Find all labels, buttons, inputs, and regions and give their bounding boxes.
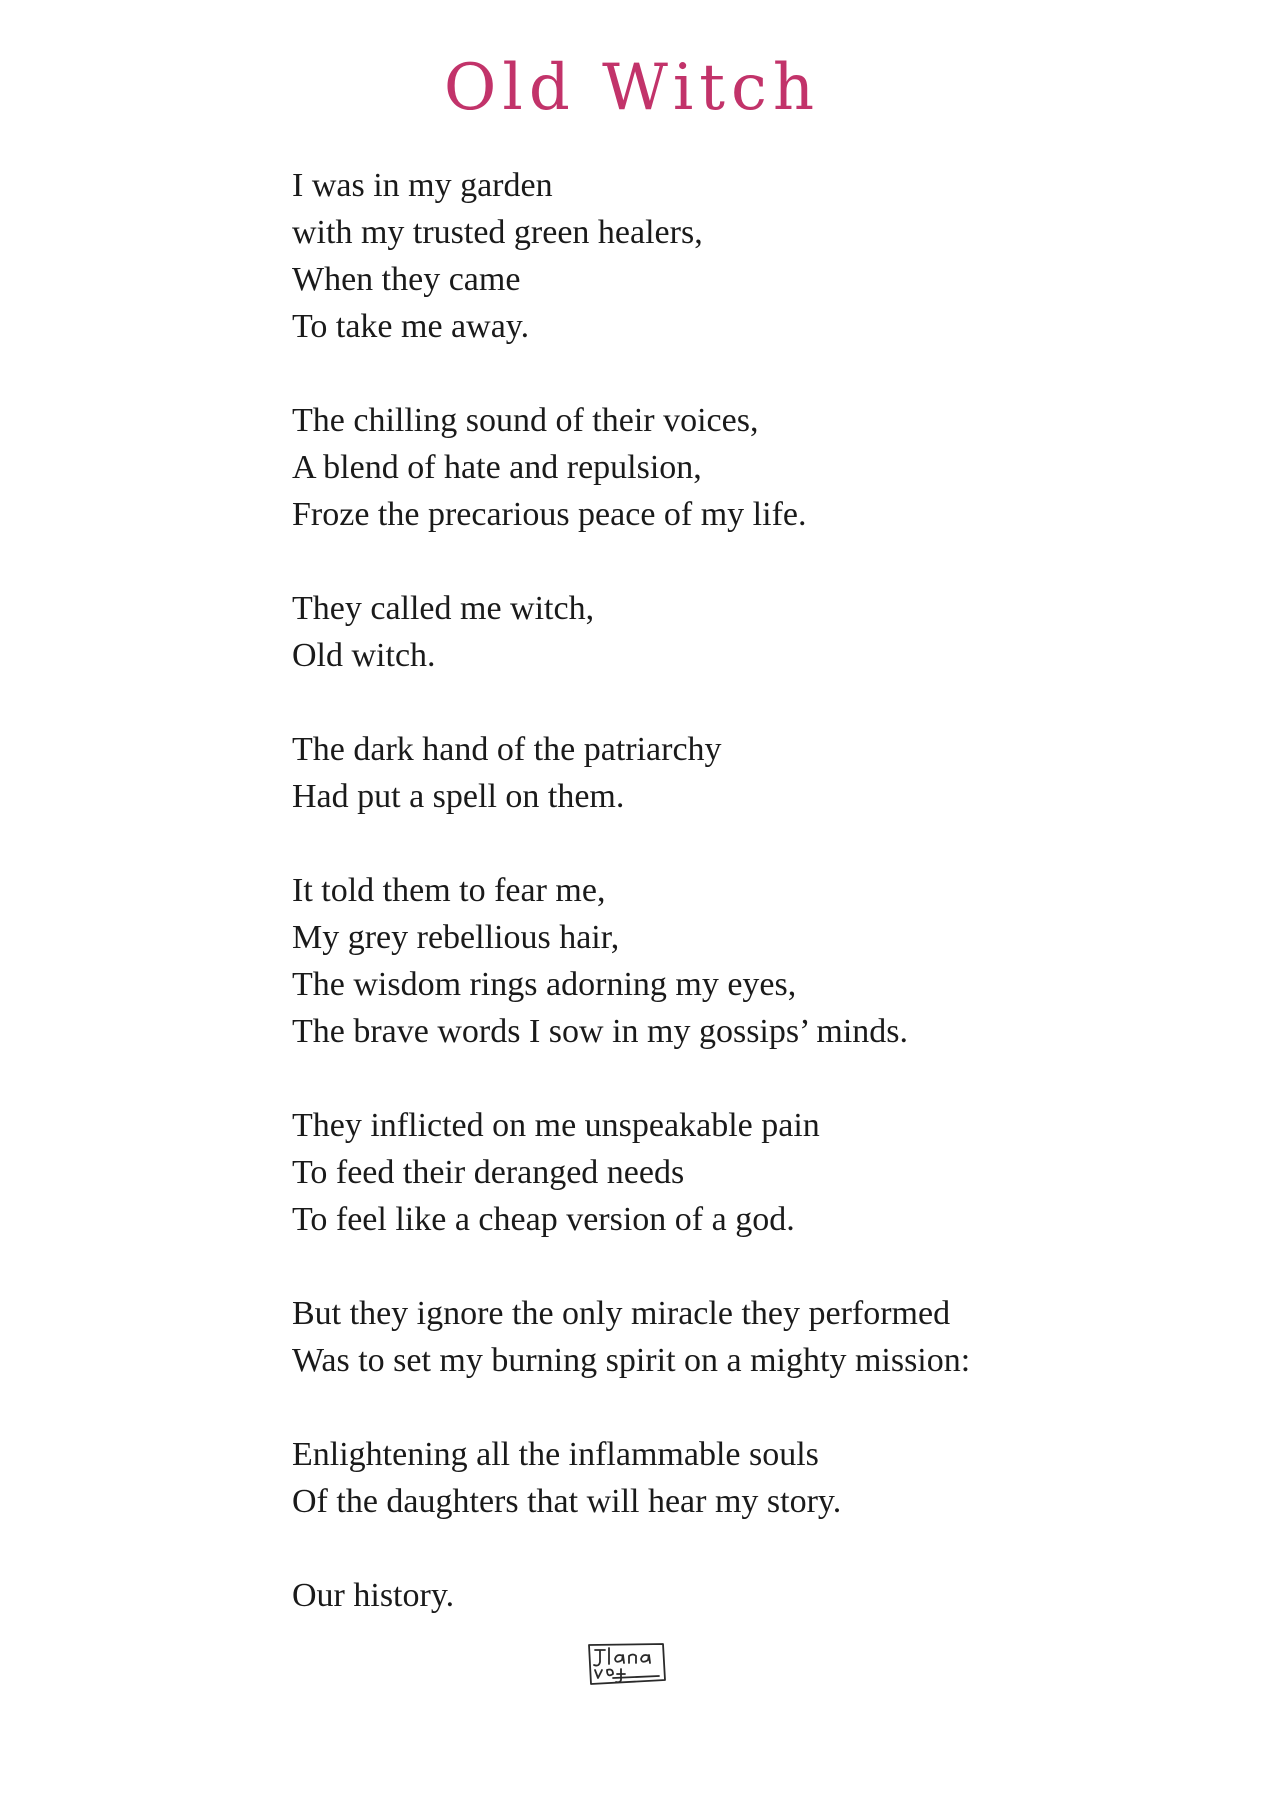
stanza [292,162,1192,350]
poem-line: They inflicted on me unspeakable pain [292,1107,820,1144]
poem-line: To feed their deranged needs [292,1154,685,1191]
poem-line: Had put a spell on them. [292,778,625,815]
poem-line: The dark hand of the patriarchy [292,731,722,768]
poem-line: My grey rebellious hair, [292,919,620,956]
poem-line: A blend of hate and repulsion, [292,449,702,486]
poem-line: Froze the precarious peace of my life. [292,496,807,533]
stanza [292,1290,1192,1384]
poem-line: Enlightening all the inflammable souls [292,1436,819,1473]
stanza [292,585,1192,679]
stanza [292,1102,1192,1243]
poem-line: They called me witch, [292,590,595,627]
poem-line: The brave words I sow in my gossips’ minds. [292,1013,909,1050]
poem-line: I was in my garden [292,167,553,204]
poem-line: To take me away. [292,308,530,345]
poem-body [292,162,1192,1619]
poem-line: It told them to fear me, [292,872,606,909]
poem-line: When they came [292,261,521,298]
stanza [292,1572,1192,1619]
poem-line: The wisdom rings adorning my eyes, [292,966,797,1003]
poem-line: The chilling sound of their voices, [292,402,759,439]
stanza [292,867,1192,1055]
poem-line: To feel like a cheap version of a god. [292,1201,795,1238]
poem-title: Old Witch [443,51,821,125]
stanza [292,397,1192,538]
poem-line: Of the daughters that will hear my story. [292,1483,842,1520]
stanza [292,1431,1192,1525]
poem-line: But they ignore the only miracle they performed [292,1295,951,1332]
poem-line: Our history. [292,1577,455,1614]
poem-line: Old witch. [292,637,436,674]
poem-line: with my trusted green healers, [292,214,703,251]
stanza [292,726,1192,820]
handwritten-signature-icon [583,1640,669,1690]
poem-line: Was to set my burning spirit on a mighty mission: [292,1342,971,1379]
